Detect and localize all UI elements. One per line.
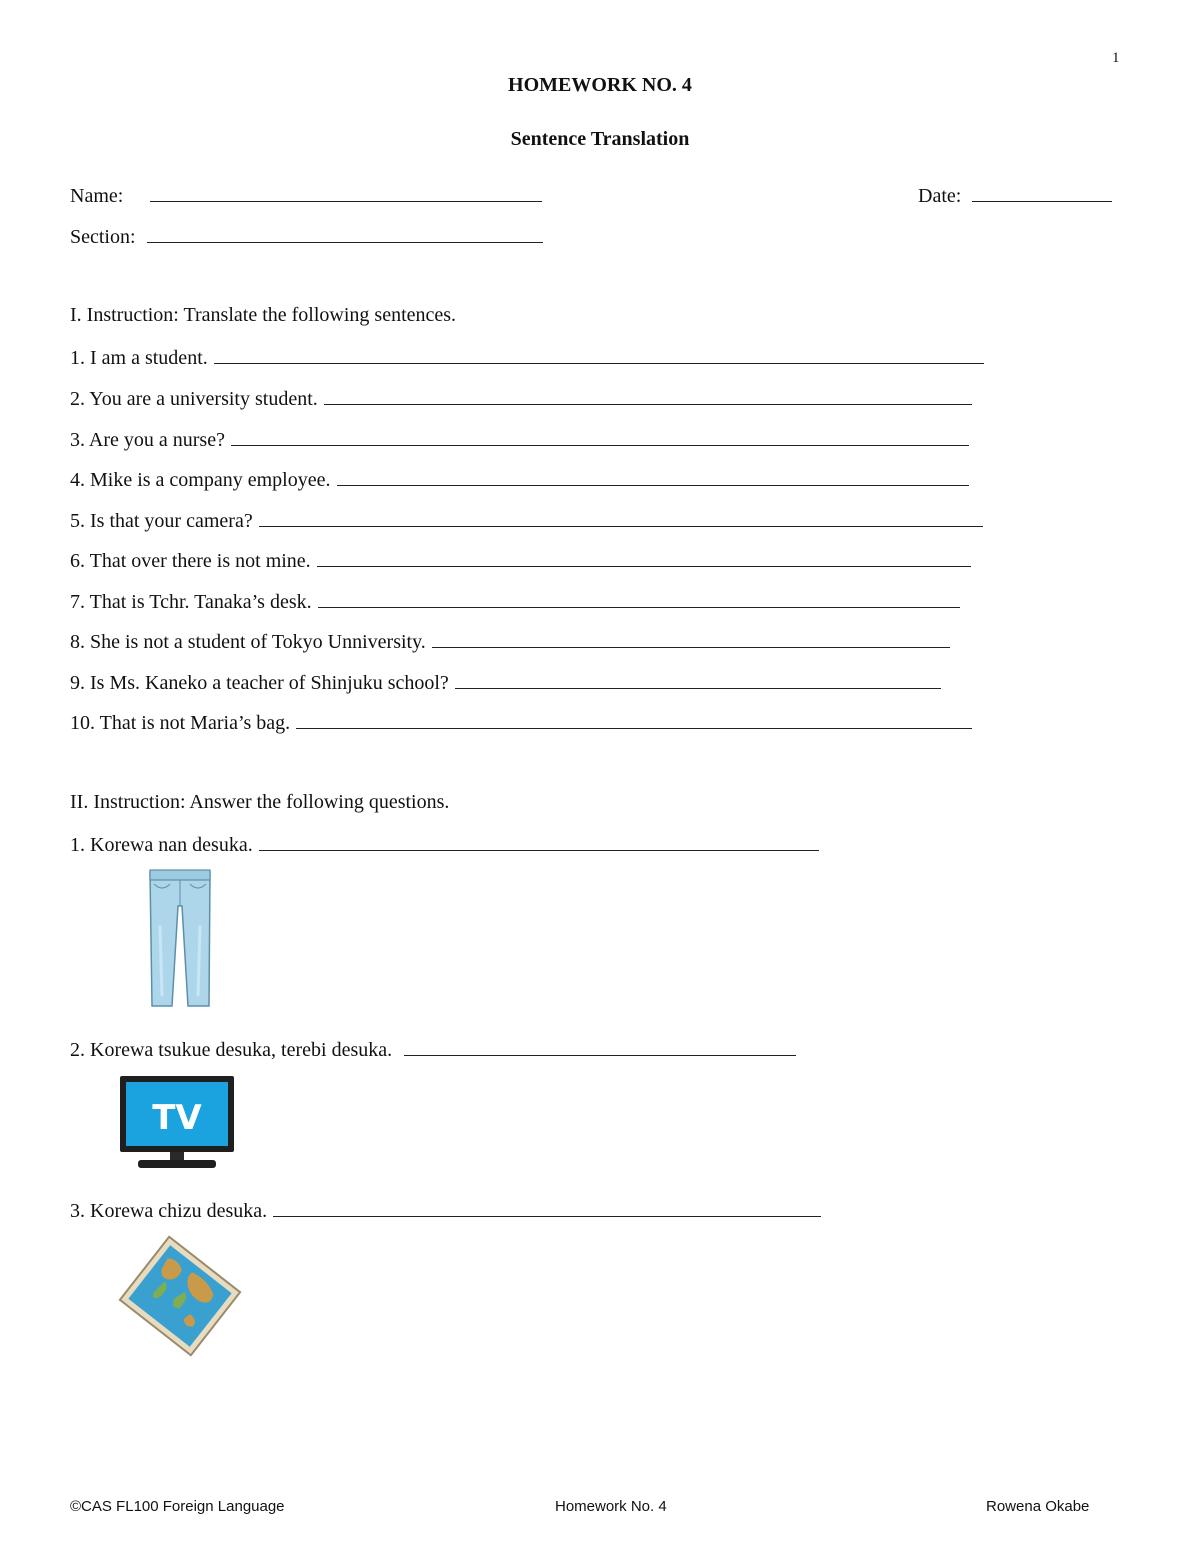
answer-field[interactable] [296,709,972,729]
date-field[interactable] [972,182,1112,202]
page-number: 1 [1112,50,1120,66]
answer-field[interactable] [432,628,950,648]
list-item: 4. Mike is a company employee. [70,466,969,492]
list-item: 10. That is not Maria’s bag. [70,709,972,735]
list-item: 1. I am a student. [70,344,984,370]
date-label: Date: [918,185,962,207]
section-label: Section: [70,226,136,248]
list-item: 1. Korewa nan desuka. [70,831,819,857]
list-item: 2. Korewa tsukue desuka, terebi desuka. [70,1036,796,1062]
list-item: 3. Korewa chizu desuka. [70,1197,821,1223]
answer-field[interactable] [455,669,941,689]
answer-field[interactable] [324,385,972,405]
name-label: Name: [70,185,124,207]
footer-right: Rowena Okabe [986,1498,1090,1515]
answer-field[interactable] [214,344,984,364]
list-item: 2. You are a university student. [70,385,972,411]
page-subtitle: Sentence Translation [510,128,690,150]
world-map-icon [115,1234,245,1358]
list-item: 7. That is Tchr. Tanaka’s desk. [70,588,960,614]
answer-field[interactable] [231,426,969,446]
answer-field[interactable] [259,507,983,527]
list-item: 3. Are you a nurse? [70,426,969,452]
answer-field[interactable] [318,588,960,608]
footer-left: ©CAS FL100 Foreign Language [70,1498,285,1515]
section-row [70,223,543,249]
list-item: 5. Is that your camera? [70,507,983,533]
part1-instruction: I. Instruction: Translate the following sentences. [70,304,457,326]
list-item: 9. Is Ms. Kaneko a teacher of Shinjuku school? [70,669,941,695]
answer-field[interactable] [337,466,969,486]
answer-field[interactable] [317,547,971,567]
jeans-icon [140,866,220,1010]
part2-instruction: II. Instruction: Answer the following questions. [70,791,450,813]
answer-field[interactable] [259,831,819,851]
list-item: 6. That over there is not mine. [70,547,971,573]
page-title: HOMEWORK NO. 4 [508,74,692,96]
tv-icon [118,1074,238,1174]
answer-field[interactable] [404,1036,796,1056]
tv-screen-text: TV [152,1098,202,1138]
date-row [918,182,1112,208]
footer-center: Homework No. 4 [555,1498,667,1515]
name-field[interactable] [150,182,542,202]
section-field[interactable] [147,223,543,243]
name-row [70,182,542,208]
list-item: 8. She is not a student of Tokyo Unniversity. [70,628,950,654]
answer-field[interactable] [273,1197,821,1217]
